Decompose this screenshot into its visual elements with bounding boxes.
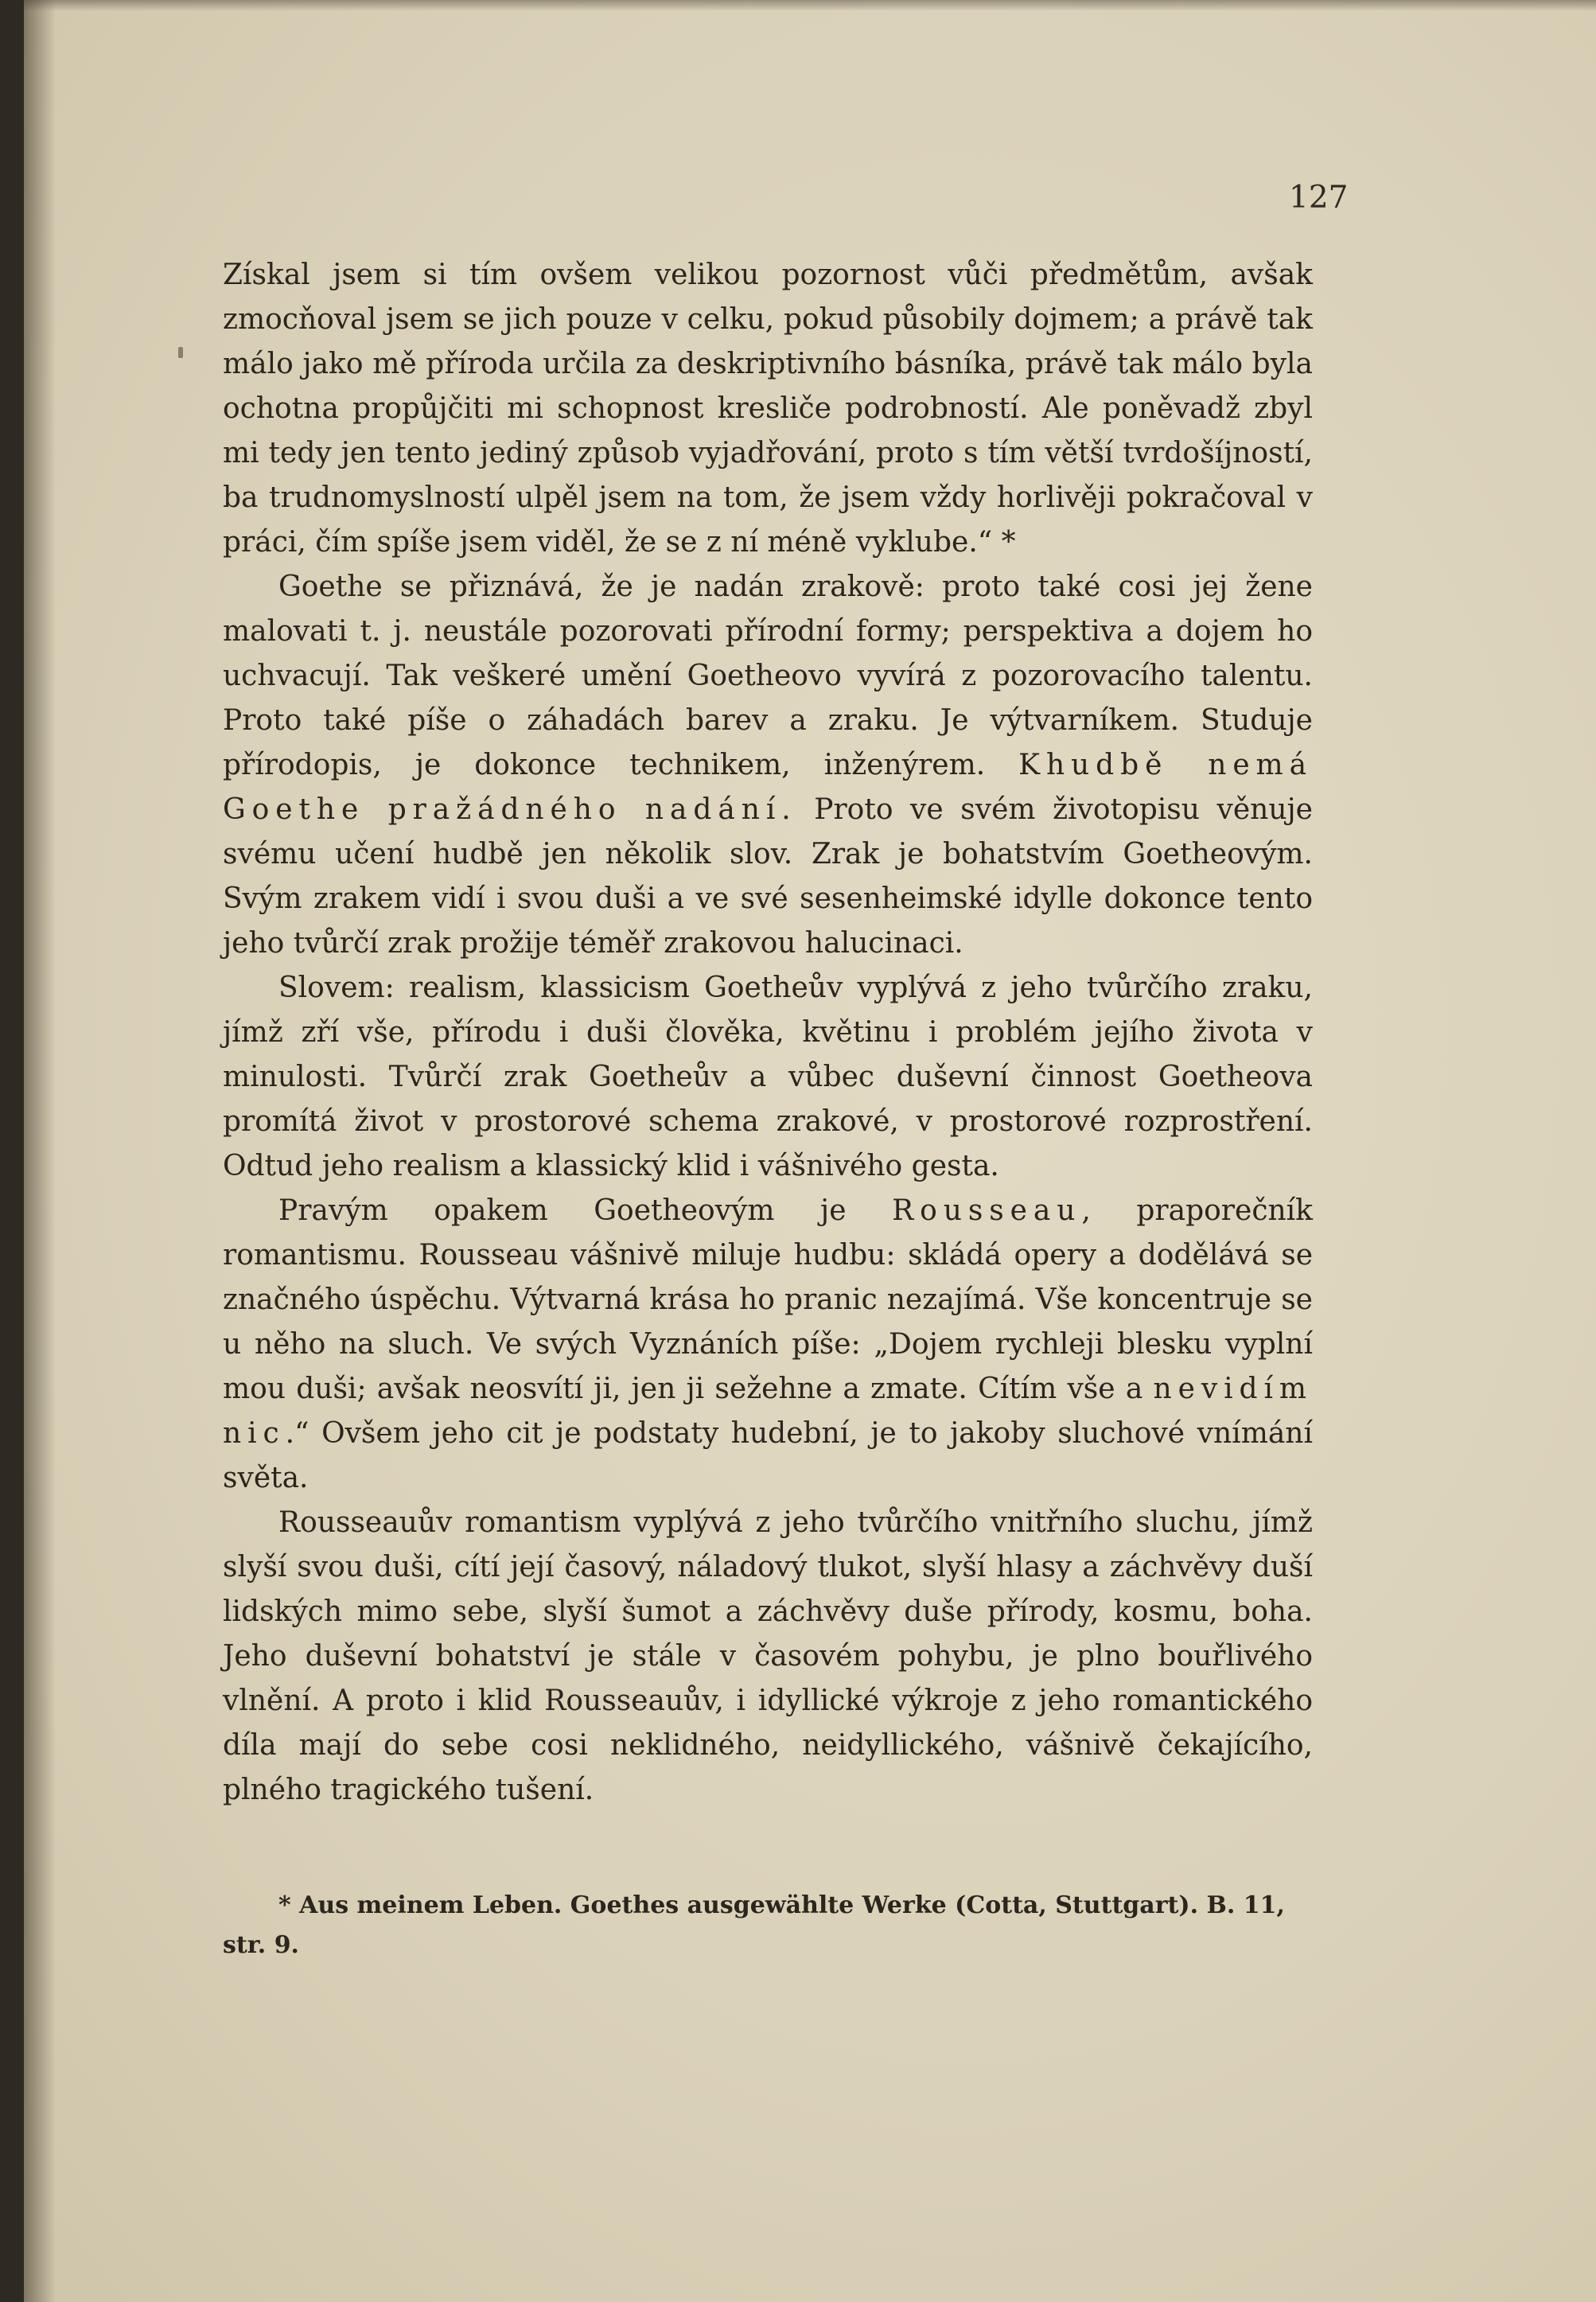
paragraph-text: Rousseauův romantism vyplývá z jeho tvůrčího vnitřního sluchu, jímž slyší svou duši, cítí její časový, náladový tlukot, slyší hlasy a záchvěvy duší lidských mimo sebe, slyší šumot a záchvěvy duše přírody, kosmu, boha. Jeho duševní bohatství je stále v časovém pohybu, je plno bouřlivého vlnění. A proto i klid Rousseauův, i idyllické výkroje z jeho romantického díla mají do sebe cosi neklidného, neidyllického, vášnivě čekajícího, plného tragického tušení. bbox=[223, 1506, 1313, 1806]
emphasized-text: Khudbě nemá Goethe pražádného nadání. bbox=[223, 749, 1313, 826]
paragraph-text: Goethe se přiznává, že je nadán zrakově: proto také cosi jej žene malovati t. j. neustále pozorovati přírodní formy; perspektiva a dojem ho uchvacují. Tak veškeré umění Goetheovo vyvírá z pozorovacího talentu. Proto také píše o záhadách barev a zraku. Je výtvarníkem. Studuje přírodopis, je dokonce technikem, inženýrem. bbox=[223, 571, 1313, 781]
body-text bbox=[223, 253, 1313, 1813]
paragraph-text: , praporečník romantismu. Rousseau vášnivě miluje hudbu: skládá opery a dodělává se značného úspěchu. Výtvarná krása ho pranic nezajímá. Vše koncentruje se u něho na sluch. Ve svých Vyznáních píše: „Dojem rychleji blesku vyplní mou duši; avšak neosvítí ji, jen ji sežehne a zmate. Cítím vše a bbox=[223, 1194, 1313, 1405]
paragraph-text: Pravým opakem Goetheovým je bbox=[278, 1194, 893, 1227]
paragraph-text: Získal jsem si tím ovšem velikou pozornost vůči předmětům, avšak zmocňoval jsem se jich pouze v celku, pokud působily dojmem; a právě tak málo jako mě příroda určila za deskriptivního básníka, právě tak málo byla ochotna propůjčiti mi schopnost kresliče podrobností. Ale poněvadž zbyl mi tedy jen tento jediný způsob vyjadřování, proto s tím větší tvrdošíjností, ba trudnomyslností ulpěl jsem na tom, že jsem vždy horlivěji pokračoval v práci, čím spíše jsem viděl, že se z ní méně vyklube.“ * bbox=[223, 259, 1313, 559]
paragraph-romanticism bbox=[223, 1501, 1313, 1813]
paragraph-text: .“ Ovšem jeho cit je podstaty hudební, je to jakoby sluchové vnímání světa. bbox=[223, 1417, 1313, 1494]
paragraph-realism bbox=[223, 966, 1313, 1189]
emphasized-text: nevidím nic bbox=[223, 1373, 1313, 1450]
page-spine-shadow bbox=[24, 0, 56, 2302]
emphasized-text: Rousseau bbox=[892, 1194, 1082, 1227]
footnote: * Aus meinem Leben. Goethes ausgewählte Werke (Cotta, Stuttgart). B. 11, str. 9. bbox=[223, 1891, 1285, 1959]
paragraph-text: Slovem: realism, klassicism Goetheův vyplývá z jeho tvůrčího zraku, jímž zří vše, přírodu i duši člověka, květinu i problém jejího života v minulosti. Tvůrčí zrak Goetheův a vůbec duševní činnost Goetheova promítá život v prostorové schema zrakové, v prostorové rozprostření. Odtud jeho realism a klassický klid i vášnivého gesta. bbox=[223, 972, 1313, 1182]
margin-mark bbox=[178, 347, 183, 358]
paragraph-quote bbox=[223, 253, 1313, 565]
page-number: 127 bbox=[1289, 180, 1349, 216]
paragraph-goethe-vision bbox=[223, 565, 1313, 966]
paragraph-text: Proto ve svém životopisu věnuje svému učení hudbě jen několik slov. Zrak je bohatstvím Goetheovým. Svým zrakem vidí i svou duši a ve své sesenheimské idylle dokonce tento jeho tvůrčí zrak prožije téměř zrakovou halucinaci. bbox=[223, 793, 1313, 960]
paragraph-rousseau bbox=[223, 1189, 1313, 1501]
page-top-edge bbox=[24, 0, 1596, 11]
